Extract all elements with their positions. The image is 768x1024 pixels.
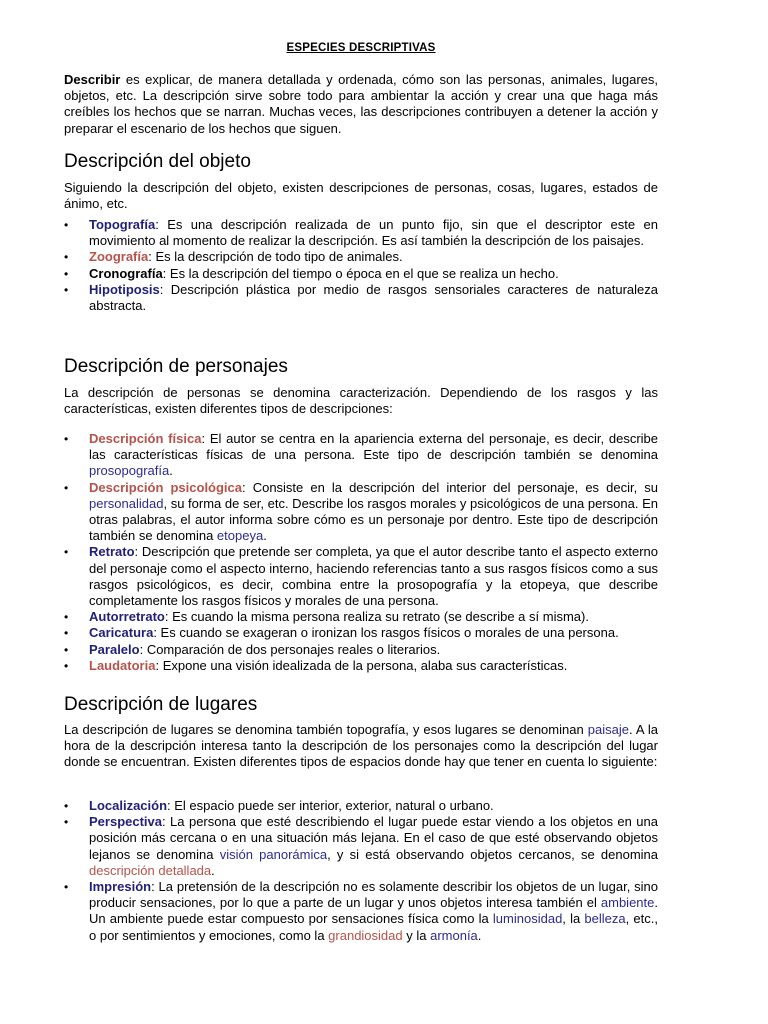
term-impresion: Impresión <box>89 879 152 895</box>
link-grandiosidad[interactable]: grandiosidad <box>328 927 403 943</box>
item-text: : Descripción que pretende ser completa, ya que el autor describe tanto el aspecto externo del personaje como el aspecto interno, haciendo referencias tanto a sus rasgos físicos como a sus rasgos psicológicos, es decir, combina entre la prosopografía y la etopeya, que describe completamente los rasgos físicos y morales de una persona. <box>89 544 658 609</box>
term-descripcion-fisica: Descripción física <box>89 431 202 446</box>
list-item <box>64 609 658 625</box>
term-topografia: Topografía <box>89 217 156 232</box>
term-autorretrato: Autorretrato <box>89 609 165 625</box>
term-zoografia: Zoografía <box>89 249 149 265</box>
list-item <box>64 266 658 282</box>
item-text: : La pretensión de la descripción no es solamente describir los objetos de un lugar, sino producir sensaciones, por lo que a parte de un lugar y unos objetos interesa también el <box>89 879 658 911</box>
item-text: : Es una descripción realizada de un punto fijo, sin que el descriptor este en movimiento al momento de realizar la descripción. Es así también la descripción de los paisajes. <box>89 217 658 249</box>
list-item <box>64 814 658 879</box>
item-text: : Consiste en la descripción del interior del personaje, es decir, su <box>242 479 658 495</box>
item-text: . <box>169 463 173 479</box>
item-text: , la <box>562 911 585 927</box>
item-text: . <box>477 927 482 943</box>
link-ambiente[interactable]: ambiente <box>600 895 655 911</box>
term-cronografia: Cronografía <box>89 265 163 281</box>
link-luminosidad[interactable]: luminosidad <box>492 911 563 927</box>
item-text: . <box>263 528 267 544</box>
intro-text: . A la hora de la descripción interesa tanto la descripción de los personajes como la descripción del lugar donde se encuentran. Existen diferentes tipos de espacios donde hay que tener en cuenta lo siguiente: <box>64 722 658 770</box>
term-laudatoria: Laudatoria <box>89 657 156 673</box>
item-text: : Es la descripción del tiempo o época en el que se realiza un hecho. <box>162 265 559 281</box>
list-item <box>64 658 658 674</box>
list-item <box>64 217 658 249</box>
list-item <box>64 642 658 658</box>
term-perspectiva: Perspectiva <box>89 814 162 830</box>
list-item <box>64 431 658 480</box>
link-armonia[interactable]: armonía <box>430 927 478 943</box>
item-text: : El espacio puede ser interior, exterior, natural o urbano. <box>167 798 494 813</box>
lugares-list <box>64 798 658 944</box>
link-descripcion-detallada[interactable]: descripción detallada <box>89 862 212 878</box>
link-prosopografia[interactable]: prosopografía <box>89 463 170 479</box>
term-retrato: Retrato <box>89 544 135 560</box>
term-paralelo: Paralelo <box>89 641 140 657</box>
item-text: : Es la descripción de todo tipo de animales. <box>148 249 403 265</box>
list-item <box>64 480 658 545</box>
item-text: : Comparación de dos personajes reales o literarios. <box>139 641 441 657</box>
term-descripcion-psicologica: Descripción psicológica <box>89 479 243 495</box>
item-text: . <box>211 862 215 878</box>
intro-term: Describir <box>64 72 121 87</box>
list-item <box>64 625 658 641</box>
term-hipotiposis: Hipotiposis <box>89 281 160 297</box>
list-item <box>64 544 658 609</box>
list-item <box>64 249 658 265</box>
link-paisaje[interactable]: paisaje <box>587 722 629 737</box>
item-text: : Es cuando la misma persona realiza su retrato (se describe a sí misma). <box>164 609 589 625</box>
item-text: . Un ambiente puede estar compuesto por sensaciones física como la <box>89 895 658 927</box>
link-belleza[interactable]: belleza <box>584 911 626 927</box>
list-item <box>64 282 658 314</box>
objeto-list <box>64 217 658 314</box>
term-localizacion: Localización <box>89 798 168 813</box>
document-title: ESPECIES DESCRIPTIVAS <box>286 42 436 54</box>
heading-lugares: Descripción de lugares <box>64 694 258 715</box>
item-text: , su forma de ser, etc. Describe los rasgos morales y psicológicos de una persona. En otras palabras, el autor informa sobre cómo es un personaje por dentro. Este tipo de descripción también se denomina <box>89 495 658 544</box>
link-personalidad[interactable]: personalidad <box>89 495 164 511</box>
item-text: : Es cuando se exageran o ironizan los rasgos físicos o morales de una persona. <box>153 625 619 641</box>
item-text: , y si está observando objetos cercanos, se denomina <box>327 846 659 862</box>
term-caricatura: Caricatura <box>89 625 154 641</box>
personajes-intro: La descripción de personas se denomina caracterización. Dependiendo de los rasgos y las características, existen diferentes tipos de descripciones: <box>64 385 658 417</box>
item-text: : La persona que esté describiendo el lugar puede estar viendo a los objetos en una posición más cercana o en una situación más lejana. En el caso de que esté observando objetos lejanos se denomina <box>89 814 658 862</box>
intro-paragraph <box>64 72 658 137</box>
item-text: : Expone una visión idealizada de la persona, alaba sus características. <box>155 657 568 673</box>
intro-text: es explicar, de manera detallada y ordenada, cómo son las personas, animales, lugares, objetos, etc. La descripción sirve sobre todo para ambientar la acción y crear una que haga más creíbles los hechos que se narran. Muchas veces, las descripciones contribuyen a detener la acción y preparar el escenario de los hechos que siguen. <box>64 72 658 136</box>
intro-text: La descripción de lugares se denomina también topografía, y esos lugares se denominan <box>64 722 588 737</box>
list-item <box>64 798 658 814</box>
list-item <box>64 879 658 944</box>
heading-objeto: Descripción del objeto <box>64 151 251 172</box>
item-text: : El autor se centra en la apariencia externa del personaje, es decir, describe las características físicas de una persona. Este tipo de descripción también se denomina <box>89 431 658 463</box>
lugares-intro <box>64 722 658 771</box>
objeto-intro: Siguiendo la descripción del objeto, existen descripciones de personas, cosas, lugares, estados de ánimo, etc. <box>64 180 658 212</box>
item-text: : Descripción plástica por medio de rasgos sensoriales caracteres de naturaleza abstracta. <box>89 281 658 314</box>
link-vision-panoramica[interactable]: visión panorámica <box>219 846 328 862</box>
item-text: , etc., o por sentimientos y emociones, como la <box>89 911 658 943</box>
heading-personajes: Descripción de personajes <box>64 356 288 377</box>
personajes-list <box>64 431 658 674</box>
item-text: y la <box>402 927 431 943</box>
link-etopeya[interactable]: etopeya <box>216 528 264 544</box>
